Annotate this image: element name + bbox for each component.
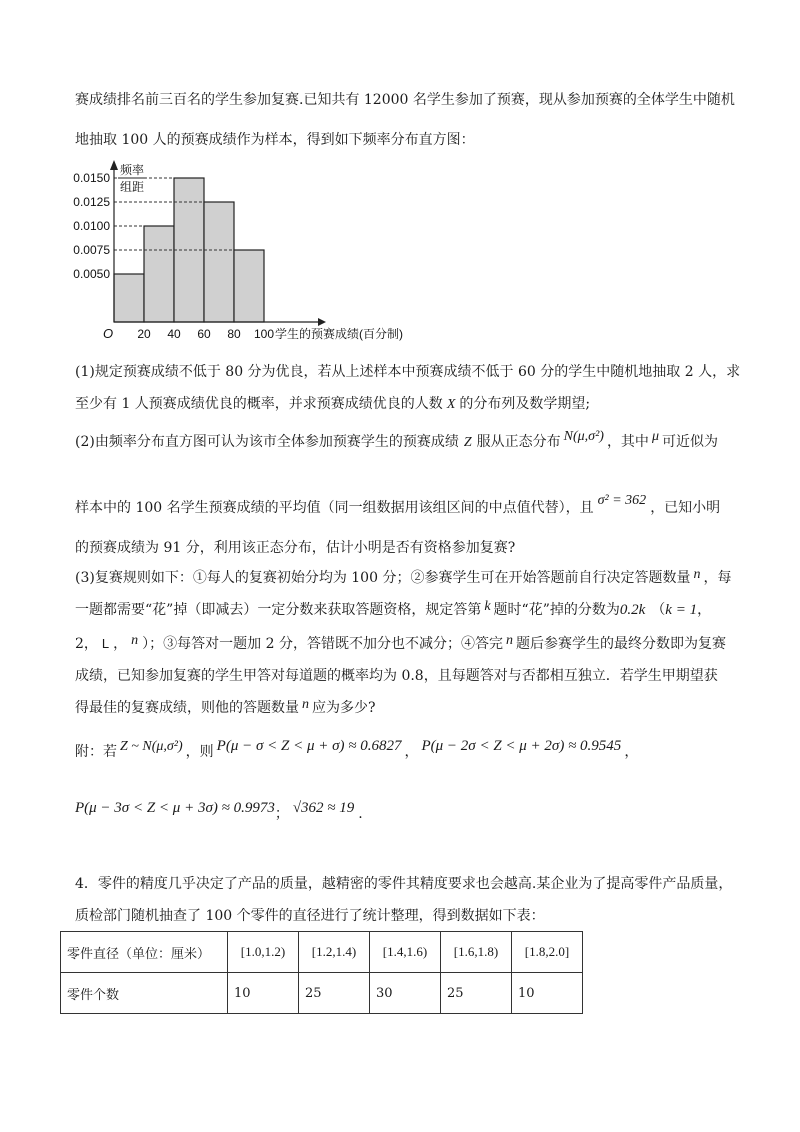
q3-text-c: 一题都需要“花”掉（即减去）一定分数来获取答题资格，规定答第 (75, 602, 482, 618)
y-tick-label: 0.0150 (73, 171, 110, 185)
q3-line-3 (75, 634, 726, 655)
appendix-line-2 (75, 798, 363, 822)
var-x: X (446, 397, 456, 412)
q3-line-5 (75, 698, 376, 719)
y-axis-arrow (110, 160, 118, 170)
x-tick-label: 100 (253, 327, 275, 341)
table-count-5: 10 (512, 973, 583, 1014)
q3-text-j: 题后参赛学生的最终分数即为复赛 (515, 636, 726, 652)
q2-text-b: 服从正态分布 (476, 434, 561, 450)
var-n: n (693, 567, 701, 582)
expr-0-2k: 0.2k (619, 602, 646, 618)
y-label-denominator: 组距 (119, 180, 145, 194)
x-tick-label: 20 (137, 327, 151, 341)
var-mu: μ (651, 429, 659, 444)
q4-line-1: 4．零件的精度几乎决定了产品的质量，越精密的零件其精度要求也会越高.某企业为了提高零件产品质量， (75, 876, 733, 892)
appendix-sqrt: √362 ≈ 19 (292, 800, 355, 816)
table-count-3: 30 (370, 973, 441, 1014)
q4-line-2: 质检部门随机抽查了 100 个零件的直径进行了统计整理，得到数据如下表： (75, 908, 545, 924)
q3-text-i: ）；③每答对一题加 2 分，答错既不加分也不减分；④答完 (142, 636, 503, 652)
var-z: Z (463, 435, 472, 450)
origin-label: O (102, 326, 114, 341)
q3-text-d: 题时“花”掉的分数为 (493, 602, 620, 618)
table-interval-2: [1.2,1.4) (299, 932, 370, 973)
q3-line-4: 成绩，已知参加复赛的学生甲答对每道题的概率均为 0.8，且每题答对与否都相互独立．若学生甲期望获 (75, 668, 718, 684)
q2-text-d: 可近似为 (661, 434, 718, 450)
q2-text-c: ，其中 (606, 434, 649, 450)
q2-line-1 (75, 429, 718, 453)
histogram-bar (204, 202, 234, 322)
appendix-p3: P(μ − 3σ < Z < μ + 3σ) ≈ 0.9973 (75, 800, 275, 816)
x-tick-label: 60 (197, 327, 211, 341)
x-axis-arrow (318, 318, 326, 326)
q3-line-1 (75, 568, 731, 589)
appendix-prefix: 附：若 (75, 744, 117, 760)
appendix-sep2: ， (624, 744, 639, 760)
q3-text-l: 应为多少? (312, 700, 376, 716)
q3-text-b: ，每 (703, 570, 732, 586)
q3-text-f: ， (697, 602, 712, 618)
table-count-label: 零件个数 (61, 973, 228, 1014)
q3-text-a: (3)复赛规则如下：①每人的复赛初始分均为 100 分；②参赛学生可在开始答题前自行决定答题数量 (75, 570, 691, 586)
q2-line-3: 的预赛成绩为 91 分，利用该正态分布，估计小明是否有资格参加复赛? (75, 540, 516, 556)
histogram-bar (234, 250, 264, 322)
normal-distribution: N(μ,σ²) (563, 429, 604, 444)
appendix-then: ，则 (185, 744, 214, 760)
intro-line-2: 地抽取 100 人的预赛成绩作为样本，得到如下频率分布直方图： (75, 132, 475, 148)
table-interval-1: [1.0,1.2) (228, 932, 299, 973)
intro-line-1: 赛成绩排名前三百名的学生参加复赛.已知共有 12000 名学生参加了预赛，现从参加预赛的全体学生中随机 (75, 92, 735, 108)
q3-text-g: 2， (75, 636, 98, 652)
var-n-3: n (505, 633, 513, 648)
appendix-end: . (358, 806, 363, 822)
table-interval-5: [1.8,2.0] (512, 932, 583, 973)
appendix-sep3: ； (274, 806, 289, 822)
q3-text-e: （ (651, 602, 666, 618)
q2-text-f: ，已知小明 (650, 500, 721, 516)
histogram-bar (144, 226, 174, 322)
sigma-equation: σ² = 362 (597, 493, 647, 508)
table-count-2: 25 (299, 973, 370, 1014)
y-tick-label: 0.0075 (73, 243, 110, 257)
table-count-4: 25 (441, 973, 512, 1014)
table-count-1: 10 (228, 973, 299, 1014)
x-tick-label: 40 (167, 327, 181, 341)
y-tick-label: 0.0050 (73, 267, 110, 281)
table-interval-3: [1.4,1.6) (370, 932, 441, 973)
q1-text-b: 的分布列及数学期望; (459, 396, 591, 412)
histogram-bar (114, 274, 144, 322)
q3-line-2 (75, 600, 711, 621)
appendix-distribution: Z ~ N(μ,σ²) (120, 739, 183, 754)
x-tick-label: 80 (227, 327, 241, 341)
q2-line-2 (75, 493, 721, 519)
diameter-table (60, 931, 583, 1014)
var-n-2: n (131, 633, 139, 648)
var-k: k (484, 599, 491, 614)
table-interval-4: [1.6,1.8) (441, 932, 512, 973)
y-tick-label: 0.0100 (73, 219, 110, 233)
q2-text-a: (2)由频率分布直方图可认为该市全体参加预赛学生的预赛成绩 (75, 434, 459, 450)
q1-line-1: (1)规定预赛成绩不低于 80 分为优良，若从上述样本中预赛成绩不低于 60 分的学生中随机地抽取 2 人，求 (75, 364, 741, 380)
y-label-numerator: 频率 (119, 163, 145, 177)
table-header-label: 零件直径（单位：厘米） (61, 932, 228, 973)
y-tick-label: 0.0125 (73, 195, 110, 209)
q1-line-2 (75, 394, 590, 415)
appendix-p1: P(μ − σ < Z < μ + σ) ≈ 0.6827 (216, 738, 402, 754)
q2-text-e: 样本中的 100 名学生预赛成绩的平均值（同一组数据用该组区间的中点值代替），且 (75, 500, 594, 516)
table-row-counts (61, 973, 583, 1014)
expr-k-equals-1: k = 1 (665, 602, 698, 618)
var-n-4: n (302, 697, 309, 712)
q3-text-h: ， (113, 636, 128, 652)
q1-text-a: 至少有 1 人预赛成绩优良的概率，并求预赛成绩优良的人数 (75, 396, 443, 412)
appendix-sep1: ， (404, 744, 419, 760)
q3-text-k: 得最佳的复赛成绩，则他的答题数量 (75, 700, 299, 716)
table-row-header (61, 932, 583, 973)
ellipsis-symbol: L (101, 636, 110, 651)
appendix-line-1 (75, 736, 639, 760)
x-axis-label: 学生的预赛成绩(百分制) (275, 327, 403, 341)
appendix-p2: P(μ − 2σ < Z < μ + 2σ) ≈ 0.9545 (421, 738, 622, 754)
